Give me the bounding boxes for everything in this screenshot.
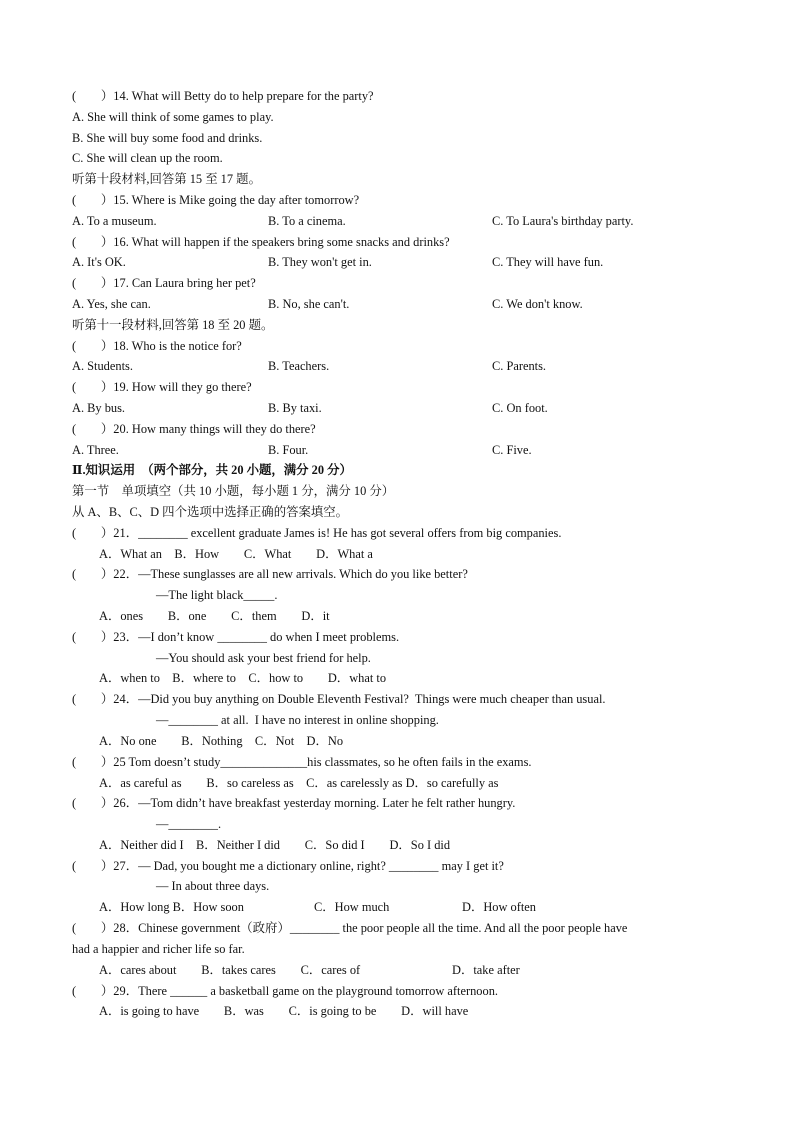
- option-17c: C. We don't know.: [492, 297, 583, 311]
- question-24: ( ）24．—Did you buy anything on Double Eleventh Festival? Things were much cheaper than usual.: [72, 692, 606, 706]
- option-20a: A. Three.: [72, 443, 119, 457]
- question-22: ( ）22．—These sunglasses are all new arrivals. Which do you like better?: [72, 567, 468, 581]
- option-18c: C. Parents.: [492, 359, 547, 373]
- options-26: A．Neither did I B．Neither I did C．So did I D．So I did: [99, 838, 451, 852]
- option-15c: C. To Laura's birthday party.: [492, 214, 634, 228]
- option-14b: B. She will buy some food and drinks.: [72, 131, 263, 145]
- option-18a: A. Students.: [72, 359, 133, 373]
- option-15a: A. To a museum.: [72, 214, 157, 228]
- question-24-reply: —________ at all. I have no interest in online shopping.: [156, 713, 439, 727]
- option-17b: B. No, she can't.: [268, 297, 350, 311]
- option-16a: A. It's OK.: [72, 255, 126, 269]
- question-18: ( ）18. Who is the notice for?: [72, 339, 242, 353]
- question-15: ( ）15. Where is Mike going the day after tomorrow?: [72, 193, 360, 207]
- question-28: ( ）28．Chinese government（政府）________ the poor people all the time. And all the poor people have: [72, 921, 628, 935]
- option-15b: B. To a cinema.: [268, 214, 346, 228]
- option-27c: C．How much: [314, 900, 390, 914]
- option-14c: C. She will clean up the room.: [72, 151, 223, 165]
- options-25: A．as careful as B．so careless as C．as carelessly as D．so carefully as: [99, 776, 499, 790]
- question-20: ( ）20. How many things will they do there?: [72, 422, 316, 436]
- options-23: A．when to B．where to C．how to D．what to: [99, 671, 387, 685]
- part-2-heading: Ⅱ.知识运用 （两个部分，共 20 小题，满分 20 分）: [72, 463, 352, 477]
- options-21: A．What an B．How C．What D．What a: [99, 547, 373, 561]
- options-27-ab: A．How long B．How soon: [99, 900, 244, 914]
- question-27: ( ）27．— Dad, you bought me a dictionary online, right? ________ may I get it?: [72, 859, 504, 873]
- options-22: A．ones B．one C．them D．it: [99, 609, 330, 623]
- question-22-reply: —The light black_____.: [156, 588, 278, 602]
- question-25: ( ）25 Tom doesn’t study______________his classmates, so he often fails in the exams.: [72, 755, 532, 769]
- option-18b: B. Teachers.: [268, 359, 330, 373]
- question-21: ( ）21．________ excellent graduate James is! He has got several offers from big companies.: [72, 526, 562, 540]
- instructions: 从 A、B、C、D 四个选项中选择正确的答案填空。: [72, 505, 349, 519]
- question-26: ( ）26．—Tom didn’t have breakfast yesterday morning. Later he felt rather hungry.: [72, 796, 516, 810]
- question-26-reply: —________.: [156, 817, 222, 831]
- question-23: ( ）23．—I don’t know ________ do when I meet problems.: [72, 630, 400, 644]
- question-19: ( ）19. How will they go there?: [72, 380, 252, 394]
- option-20c: C. Five.: [492, 443, 532, 457]
- option-19c: C. On foot.: [492, 401, 548, 415]
- question-28-continued: had a happier and richer life so far.: [72, 942, 245, 956]
- option-16c: C. They will have fun.: [492, 255, 604, 269]
- section-1-heading: 第一节 单项填空（共 10 小题，每小题 1 分，满分 10 分）: [72, 484, 395, 498]
- option-19a: A. By bus.: [72, 401, 126, 415]
- question-29: ( ）29．There ______ a basketball game on the playground tomorrow afternoon.: [72, 984, 498, 998]
- question-23-reply: —You should ask your best friend for help.: [156, 651, 371, 665]
- options-29: A．is going to have B．was C．is going to be D．will have: [99, 1004, 469, 1018]
- option-14a: A. She will think of some games to play.: [72, 110, 274, 124]
- question-14: ( ）14. What will Betty do to help prepare for the party?: [72, 89, 374, 103]
- option-16b: B. They won't get in.: [268, 255, 372, 269]
- option-20b: B. Four.: [268, 443, 309, 457]
- option-19b: B. By taxi.: [268, 401, 322, 415]
- option-27d: D．How often: [462, 900, 536, 914]
- section-11-heading: 听第十一段材料,回答第 18 至 20 题。: [72, 318, 274, 332]
- options-24: A．No one B．Nothing C．Not D．No: [99, 734, 344, 748]
- option-28d: D．take after: [452, 963, 520, 977]
- question-16: ( ）16. What will happen if the speakers bring some snacks and drinks?: [72, 235, 450, 249]
- option-17a: A. Yes, she can.: [72, 297, 151, 311]
- question-27-reply: — In about three days.: [156, 879, 270, 893]
- question-17: ( ）17. Can Laura bring her pet?: [72, 276, 256, 290]
- section-10-heading: 听第十段材料,回答第 15 至 17 题。: [72, 172, 261, 186]
- options-28-abc: A．cares about B．takes cares C．cares of: [99, 963, 361, 977]
